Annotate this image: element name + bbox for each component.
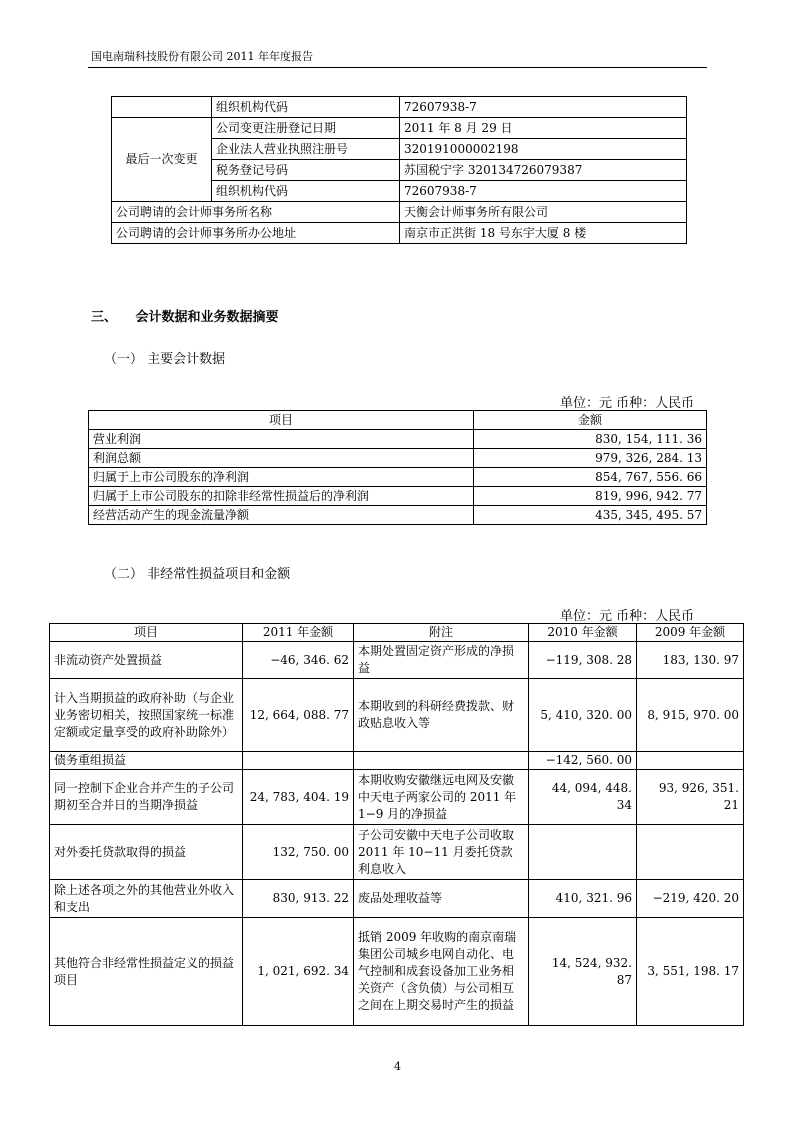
table-cell [529,825,637,880]
column-header: 项目 [50,624,243,642]
table-cell: 410, 321. 96 [529,880,637,918]
table-cell: 本期收到的科研经费拨款、财政贴息收入等 [354,679,529,752]
column-header: 2011 年金额 [243,624,354,642]
table-cell: −219, 420. 20 [637,880,744,918]
column-header: 金额 [474,411,707,430]
column-header: 项目 [89,411,474,430]
table-cell: 南京市正洪街 18 号东宇大厦 8 楼 [400,223,687,244]
table-row [50,880,744,918]
table-cell: 同一控制下企业合并产生的子公司期初至合并日的当期净损益 [50,770,243,825]
table-row [50,752,744,770]
table-cell: 公司聘请的会计师事务所办公地址 [112,223,400,244]
table-cell: 其他符合非经常性损益定义的损益项目 [50,918,243,1026]
table-cell: 企业法人营业执照注册号 [212,139,400,160]
table-cell: 14, 524, 932. 87 [529,918,637,1026]
column-header: 附注 [354,624,529,642]
table-header-row [50,624,744,642]
table-cell: 830, 913. 22 [243,880,354,918]
column-header: 2010 年金额 [529,624,637,642]
table-cell: 24, 783, 404. 19 [243,770,354,825]
table-row [112,223,687,244]
table-cell: 子公司安徽中天电子公司收取 2011 年 10−11 月委托贷款利息收入 [354,825,529,880]
table-cell: −142, 560. 00 [529,752,637,770]
table-cell: 公司变更注册登记日期 [212,118,400,139]
table-cell: 93, 926, 351. 21 [637,770,744,825]
table-header-row [89,411,707,430]
unit-label-1: 单位：元 币种：人民币 [560,396,695,411]
table-cell [243,752,354,770]
table-cell: 非流动资产处置损益 [50,642,243,679]
table-cell: −46, 346. 62 [243,642,354,679]
table-cell [637,752,744,770]
subsection-title-2: （二） 非经常性损益项目和金额 [104,567,291,582]
table-cell: 苏国税宁字 320134726079387 [400,160,687,181]
table-row [50,642,744,679]
table-cell: 利润总额 [89,449,474,468]
table-cell: 计入当期损益的政府补助（与企业业务密切相关，按照国家统一标准定额或定量享受的政府补助除外） [50,679,243,752]
subsection-title-1: （一） 主要会计数据 [104,352,226,367]
table-cell: 废品处理收益等 [354,880,529,918]
table-cell: 税务登记号码 [212,160,400,181]
table-row [89,506,707,525]
table-row [50,770,744,825]
table-cell: 8, 915, 970. 00 [637,679,744,752]
table-cell: 经营活动产生的现金流量净额 [89,506,474,525]
table-cell: 320191000002198 [400,139,687,160]
unit-label-2: 单位：元 币种：人民币 [560,609,695,624]
table-cell: 对外委托贷款取得的损益 [50,825,243,880]
table-cell [112,97,212,118]
table-cell: 组织机构代码 [212,97,400,118]
table-cell: 183, 130. 97 [637,642,744,679]
table-cell: 12, 664, 088. 77 [243,679,354,752]
table-cell: 435, 345, 495. 57 [474,506,707,525]
table-cell: 1, 021, 692. 34 [243,918,354,1026]
table-row [112,118,687,139]
page-number: 4 [394,1060,401,1073]
table-row [89,468,707,487]
table-cell: 本期收购安徽继远电网及安徽中天电子两家公司的 2011 年 1−9 月的净损益 [354,770,529,825]
table-cell: 44, 094, 448. 34 [529,770,637,825]
table-cell [637,825,744,880]
table-cell: 归属于上市公司股东的扣除非经常性损益后的净利润 [89,487,474,506]
table-row [50,679,744,752]
table-cell: 5, 410, 320. 00 [529,679,637,752]
group-label-cell: 最后一次变更 [112,118,212,202]
table-row [89,487,707,506]
table-cell: 本期处置固定资产形成的净损益 [354,642,529,679]
table-cell: 72607938-7 [400,181,687,202]
table-cell: 72607938-7 [400,97,687,118]
section-title [91,306,279,325]
table-row [89,430,707,449]
header-divider [88,67,707,68]
table-row [50,918,744,1026]
table-row [112,202,687,223]
table-cell: 979, 326, 284. 13 [474,449,707,468]
table-row [89,449,707,468]
table-cell: 132, 750. 00 [243,825,354,880]
table-cell: 营业利润 [89,430,474,449]
table-cell: 公司聘请的会计师事务所名称 [112,202,400,223]
table-cell: 债务重组损益 [50,752,243,770]
report-header: 国电南瑞科技股份有限公司 2011 年年度报告 [91,50,313,63]
table-cell: 819, 996, 942. 77 [474,487,707,506]
non-recurring-table [49,623,744,1026]
column-header: 2009 年金额 [637,624,744,642]
table-cell: 天衡会计师事务所有限公司 [400,202,687,223]
table-row [50,825,744,880]
table-cell: 854, 767, 556. 66 [474,468,707,487]
section-title-text: 会计数据和业务数据摘要 [135,310,279,325]
table-cell [354,752,529,770]
table-cell: 归属于上市公司股东的净利润 [89,468,474,487]
section-number: 三、 [91,310,118,325]
table-cell: 2011 年 8 月 29 日 [400,118,687,139]
main-accounting-table [88,410,707,525]
table-cell: −119, 308. 28 [529,642,637,679]
table-cell: 抵销 2009 年收购的南京南瑞集团公司城乡电网自动化、电气控制和成套设备加工业务相关资产（含负债）与公司相互之间在上期交易时产生的损益 [354,918,529,1026]
table-row [112,97,687,118]
table-cell: 3, 551, 198. 17 [637,918,744,1026]
table-cell: 830, 154, 111. 36 [474,430,707,449]
table-cell: 除上述各项之外的其他营业外收入和支出 [50,880,243,918]
registration-table [111,96,687,244]
table-cell: 组织机构代码 [212,181,400,202]
